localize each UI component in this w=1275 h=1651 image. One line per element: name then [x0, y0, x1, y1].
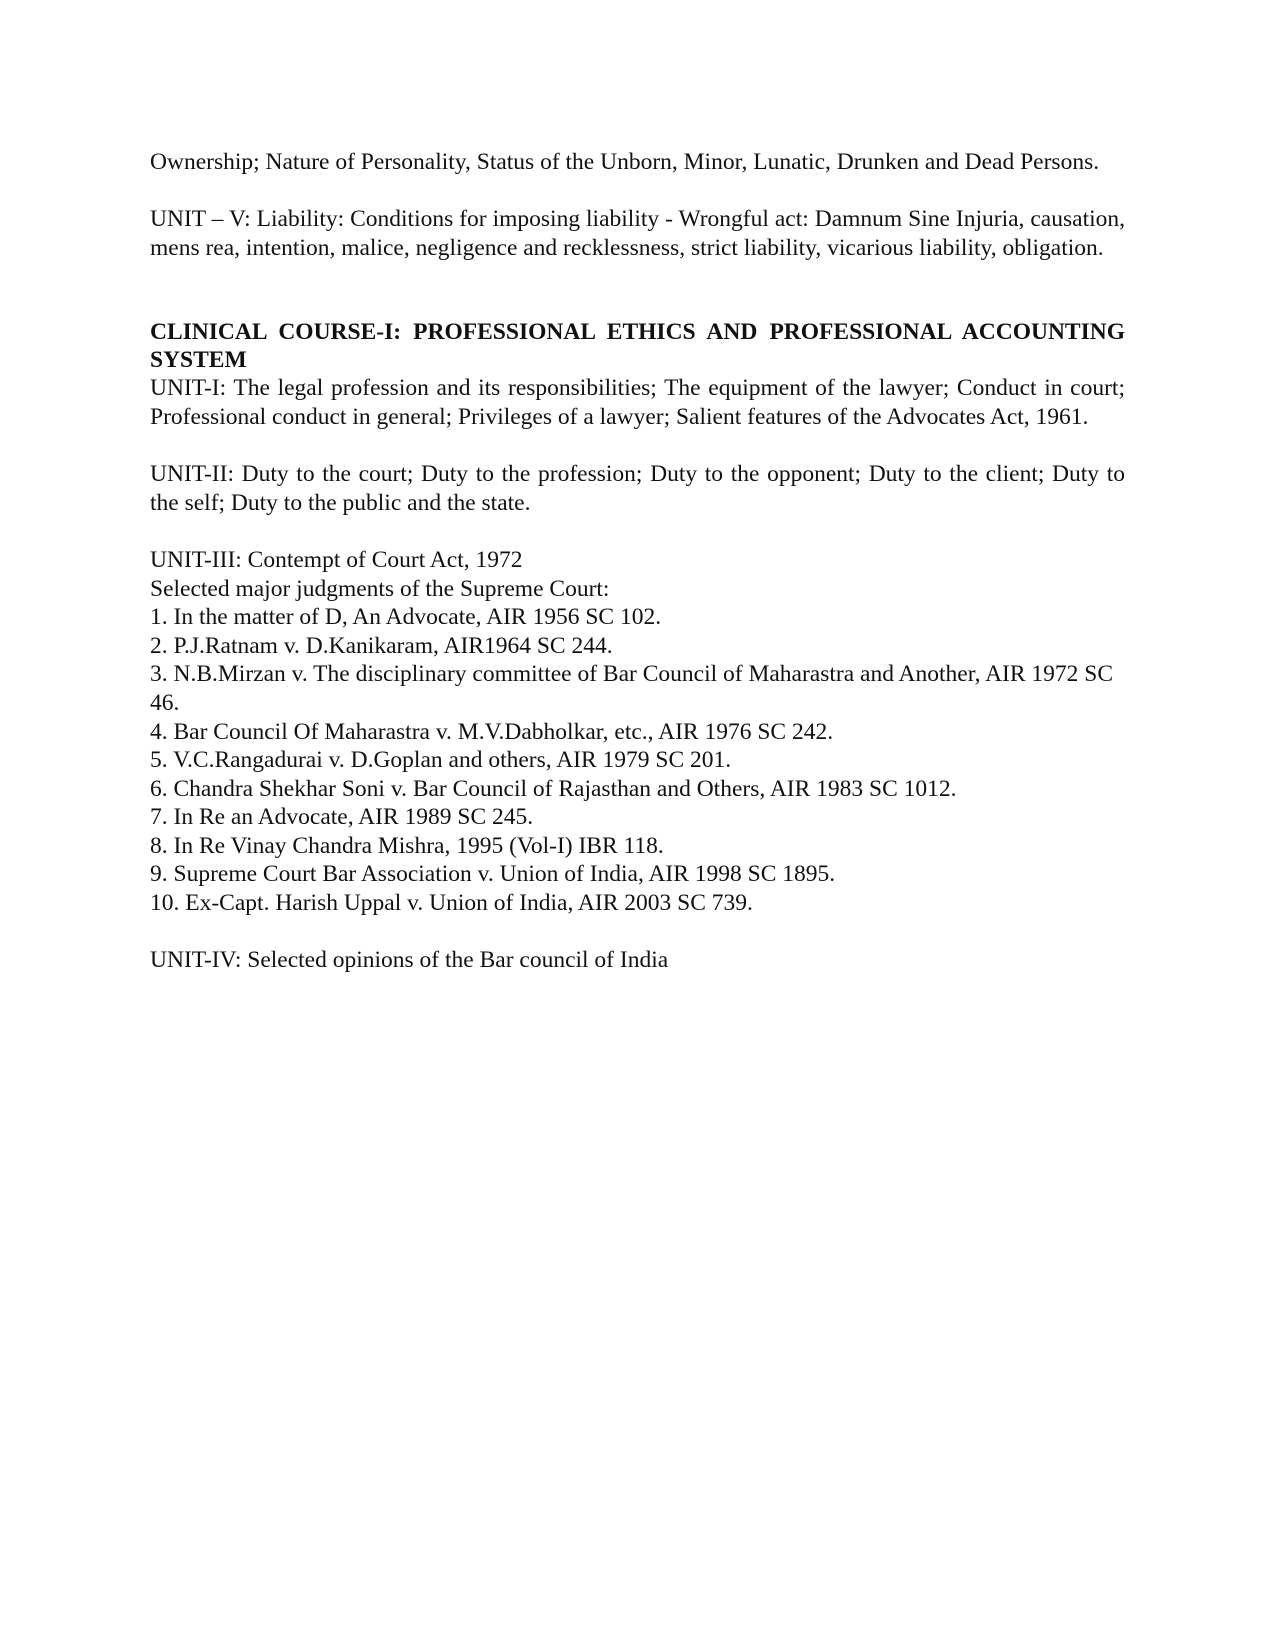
spacer: [150, 177, 1125, 206]
judgment-item: 10. Ex-Capt. Harish Uppal v. Union of India, AIR 2003 SC 739.: [150, 890, 753, 917]
judgment-item: 8. In Re Vinay Chandra Mishra, 1995 (Vol-I) IBR 118.: [150, 832, 664, 859]
judgments-list: [150, 603, 1125, 918]
judgment-item: 5. V.C.Rangadurai v. D.Goplan and others, AIR 1979 SC 201.: [150, 747, 732, 774]
judgment-item: 1. In the matter of D, An Advocate, AIR 1956 SC 102.: [150, 604, 662, 631]
judgment-item: 4. Bar Council Of Maharastra v. M.V.Dabholkar, etc., AIR 1976 SC 242.: [150, 718, 834, 745]
unit-v-paragraph: UNIT – V: Liability: Conditions for imposing liability - Wrongful act: Damnum Sine Injuria, causation, mens rea, intention, malice, negligence and recklessness, strict liability, vicarious liability, obligation.: [150, 206, 1125, 261]
judgment-item: 7. In Re an Advocate, AIR 1989 SC 245.: [150, 804, 534, 831]
spacer: [150, 918, 1125, 947]
unit-i-paragraph: UNIT-I: The legal profession and its responsibilities; The equipment of the lawyer; Conduct in court; Professional conduct in general; Privileges of a lawyer; Salient features of the Advocates Act, 1961.: [150, 375, 1125, 430]
judgments-intro: Selected major judgments of the Supreme Court:: [150, 575, 610, 602]
unit-iv-paragraph: UNIT-IV: Selected opinions of the Bar council of India: [150, 947, 669, 974]
judgment-item: 2. P.J.Ratnam v. D.Kanikaram, AIR1964 SC 244.: [150, 632, 613, 659]
judgment-item: 9. Supreme Court Bar Association v. Union of India, AIR 1998 SC 1895.: [150, 861, 836, 888]
personality-paragraph: Ownership; Nature of Personality, Status of the Unborn, Minor, Lunatic, Drunken and Dead Persons.: [150, 149, 1100, 175]
course-heading: CLINICAL COURSE-I: PROFESSIONAL ETHICS AND PROFESSIONAL ACCOUNTING SYSTEM: [150, 319, 1125, 373]
document-body: [150, 148, 1125, 975]
spacer: [150, 262, 1125, 319]
spacer: [150, 432, 1125, 461]
unit-iii-title: UNIT-III: Contempt of Court Act, 1972: [150, 546, 523, 573]
unit-ii-paragraph: UNIT-II: Duty to the court; Duty to the profession; Duty to the opponent; Duty to the client; Duty to the self; Duty to the public and the state.: [150, 461, 1125, 516]
judgment-item: 6. Chandra Shekhar Soni v. Bar Council of Rajasthan and Others, AIR 1983 SC 1012.: [150, 775, 957, 802]
spacer: [150, 517, 1125, 546]
judgment-item: 3. N.B.Mirzan v. The disciplinary committee of Bar Council of Maharastra and Another, AIR 1972 SC 46.: [150, 661, 1114, 716]
